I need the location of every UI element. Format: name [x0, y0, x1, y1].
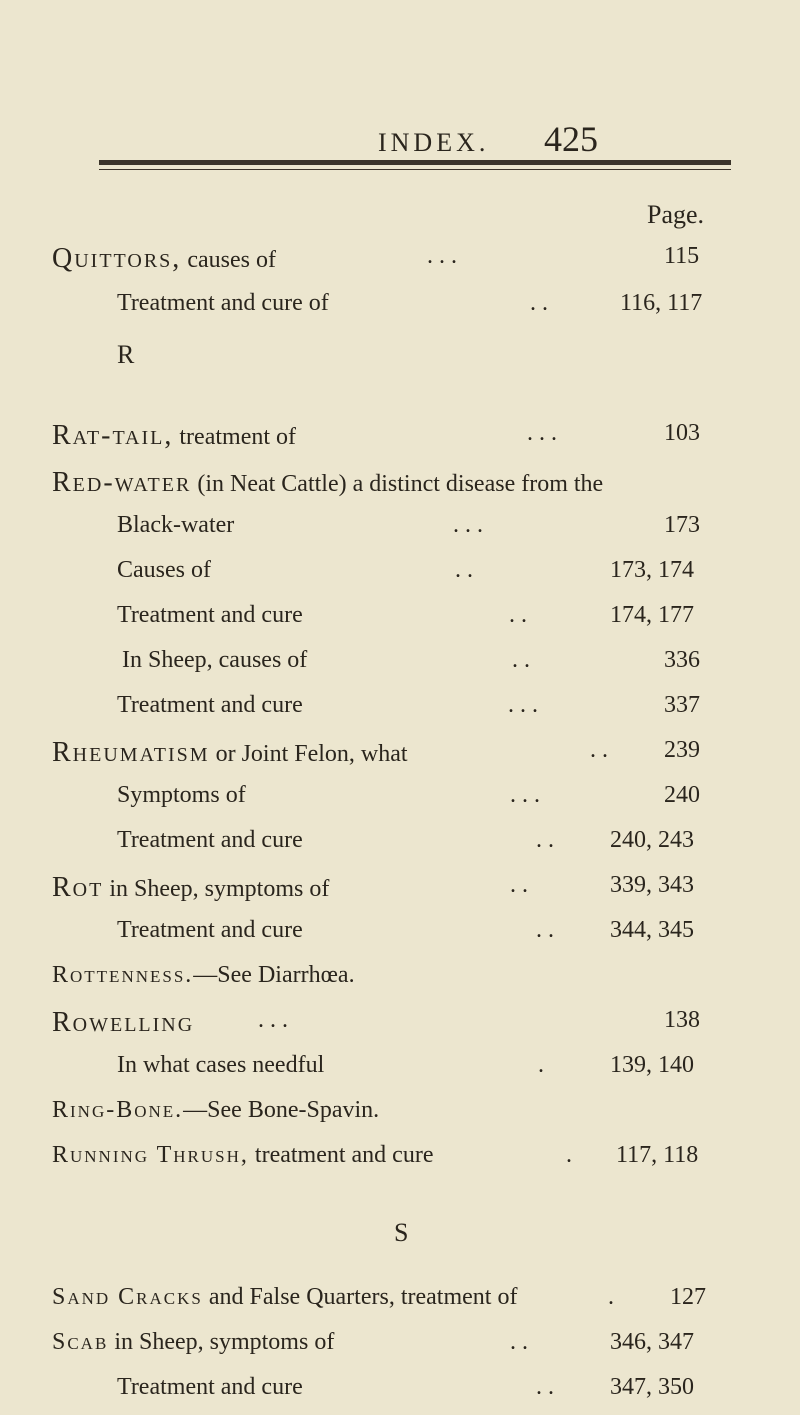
entry-leader-dots: . .: [509, 602, 527, 628]
index-entry: [0, 827, 800, 867]
entry-leader-dots: .: [608, 1284, 614, 1310]
entry-page: 103: [664, 420, 700, 446]
header-page-number: 425: [544, 119, 598, 159]
index-entry: [0, 1052, 800, 1092]
entry-leader-dots: . . .: [527, 420, 557, 446]
entry-head: Sand Cracks: [52, 1284, 203, 1310]
index-entry: [0, 962, 800, 1002]
index-entry: [0, 602, 800, 642]
entry-leader-dots: . .: [536, 1374, 554, 1400]
entry-page: 346, 347: [610, 1329, 694, 1355]
index-entry: [0, 782, 800, 822]
header-rule-thin: [99, 169, 731, 170]
entry-leader-dots: . . .: [508, 692, 538, 718]
entry-text: Symptoms of: [117, 782, 246, 808]
index-entry: [0, 872, 800, 912]
index-entry: [0, 1097, 800, 1137]
entry-leader-dots: . . .: [453, 512, 483, 538]
entry-head: Quittors,: [52, 243, 182, 274]
entry-page: 117, 118: [616, 1142, 699, 1168]
entry-text: Black-water: [117, 512, 235, 538]
entry-page: 337: [664, 692, 700, 718]
entry-page: 173: [664, 512, 700, 538]
entry-head: Rowelling: [52, 1007, 195, 1038]
entry-page: 138: [664, 1007, 700, 1033]
entry-page: 139, 140: [610, 1052, 694, 1078]
entry-head: Ring-Bone.: [52, 1097, 184, 1123]
entry-text: in Sheep, symptoms of: [103, 876, 330, 902]
entry-page: 116, 117: [620, 290, 703, 316]
header-title: INDEX.: [378, 128, 490, 157]
entry-head: Red-water: [52, 467, 192, 498]
entry-head: Rot: [52, 872, 104, 903]
entry-text: In Sheep, causes of: [122, 647, 308, 673]
entry-head: Rat-tail,: [52, 420, 174, 451]
entry-text: or Joint Felon, what: [209, 741, 408, 767]
entry-page: 239: [664, 737, 700, 763]
entry-text: Treatment and cure: [117, 917, 303, 943]
entry-text: Treatment and cure: [117, 1374, 303, 1400]
entry-leader-dots: . .: [590, 737, 608, 763]
entry-leader-dots: . .: [530, 290, 548, 316]
entry-leader-dots: . . .: [427, 243, 457, 269]
entry-text: —See Diarrhœa.: [193, 962, 355, 988]
entry-text: Treatment and cure: [117, 602, 303, 628]
header-rule-thick: [99, 160, 731, 165]
index-entry: [0, 512, 800, 552]
entry-text: Treatment and cure: [117, 827, 303, 853]
entry-leader-dots: .: [566, 1142, 572, 1168]
entry-text: and False Quarters, treatment of: [202, 1284, 518, 1310]
entry-head: Scab: [52, 1329, 109, 1355]
entry-leader-dots: . .: [536, 827, 554, 853]
index-entry: [0, 737, 800, 777]
entry-text: treatment and cure: [248, 1142, 434, 1168]
index-entry: [0, 647, 800, 687]
entry-head: Running Thrush,: [52, 1142, 249, 1168]
entry-page: 336: [664, 647, 700, 673]
entry-text: treatment of: [173, 424, 297, 450]
entry-text: Treatment and cure of: [117, 290, 329, 316]
entry-text: In what cases needful: [117, 1052, 325, 1078]
index-entry: [0, 1284, 800, 1324]
entry-leader-dots: . .: [536, 917, 554, 943]
entry-page: 240: [664, 782, 700, 808]
entry-leader-dots: . . .: [510, 782, 540, 808]
index-entry: [0, 692, 800, 732]
entry-page: 173, 174: [610, 557, 694, 583]
page-column-heading: Page.: [647, 200, 705, 229]
index-entry: [0, 290, 800, 330]
entry-page: 344, 345: [610, 917, 694, 943]
entry-leader-dots: . .: [510, 872, 528, 898]
entry-page: 347, 350: [610, 1374, 694, 1400]
entry-page: 115: [664, 243, 700, 269]
entry-page: 240, 243: [610, 827, 694, 853]
entry-leader-dots: . .: [512, 647, 530, 673]
index-entry: [0, 1374, 800, 1414]
entry-page: 339, 343: [610, 872, 694, 898]
index-entry: [0, 1329, 800, 1369]
index-entry: [0, 557, 800, 597]
index-entry: [0, 917, 800, 957]
entry-leader-dots: . .: [510, 1329, 528, 1355]
index-entry: [0, 467, 800, 507]
entry-leader-dots: . . .: [258, 1007, 288, 1033]
entry-text: in Sheep, symptoms of: [108, 1329, 335, 1355]
entry-head: Rheumatism: [52, 737, 210, 768]
entry-leader-dots: .: [538, 1052, 544, 1078]
section-letter-r: R: [117, 340, 135, 369]
entry-text: Causes of: [117, 557, 211, 583]
entry-leader-dots: . .: [455, 557, 473, 583]
entry-page: 127: [670, 1284, 706, 1310]
entry-text: (in Neat Cattle) a distinct disease from the: [191, 471, 604, 497]
entry-text: causes of: [181, 247, 276, 273]
entry-page: 174, 177: [610, 602, 694, 628]
entry-text: Treatment and cure: [117, 692, 303, 718]
section-letter-s: S: [394, 1218, 409, 1247]
index-entry: [0, 243, 800, 283]
index-entry: [0, 1142, 800, 1182]
index-entry: [0, 420, 800, 460]
index-entry: [0, 1007, 800, 1047]
entry-head: Rottenness.: [52, 962, 194, 988]
entry-text: —See Bone-Spavin.: [183, 1097, 380, 1123]
